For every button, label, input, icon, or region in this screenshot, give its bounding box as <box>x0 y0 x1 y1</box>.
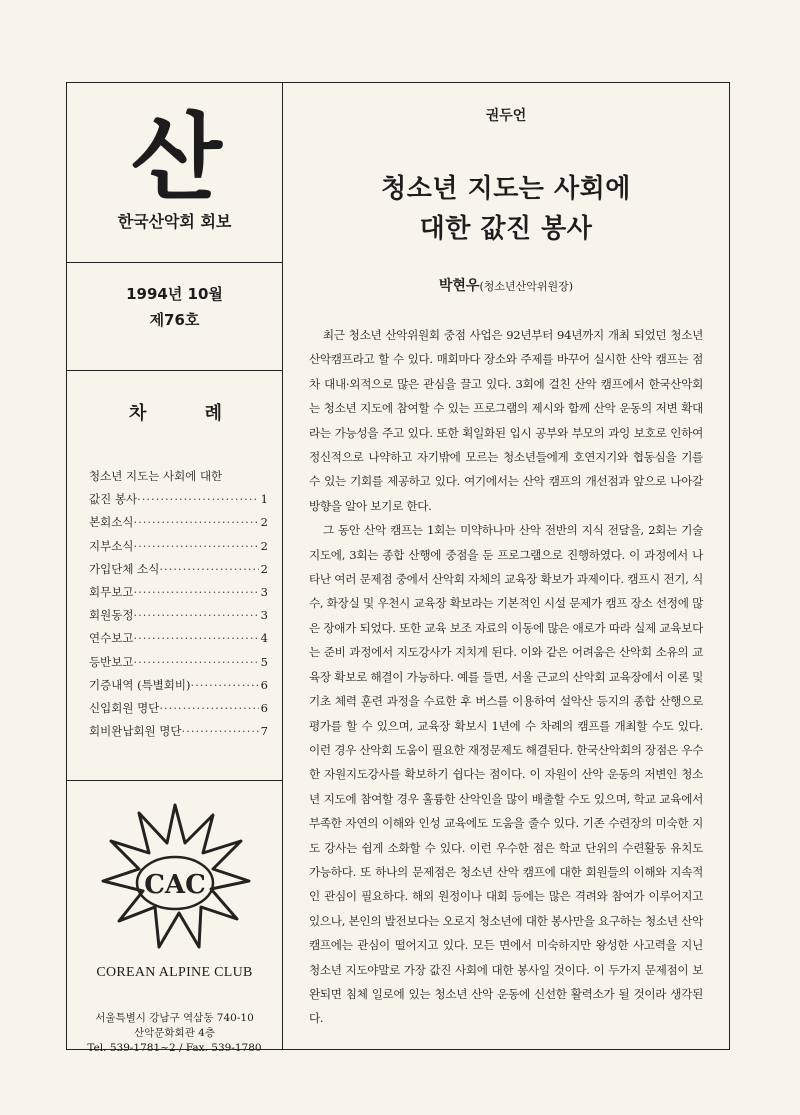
contact-line: Tel. 539-1781~2 / Fax. 539-1780 <box>87 1042 262 1054</box>
author-name: 박현우 <box>438 278 480 294</box>
toc-item <box>89 581 268 604</box>
byline <box>309 275 703 295</box>
toc-leader-dots <box>159 558 258 581</box>
toc-item-title: 기증내역 (특별회비) <box>89 677 191 692</box>
toc-leader-dots <box>191 674 259 697</box>
paragraph: 최근 청소년 산악위원회 중점 사업은 92년부터 94년까지 개최 되었던 청소년 산악캠프라고 할 수 있다. 매회마다 장소와 주제를 바꾸어 실시한 산악 캠프는 점차 대내·외적으로 많은 관심을 끌고 있다. 3회에 걸친 산악 캠프에서 한국산악회는 청소년 지도에 참여할 수 있는 프로그램의 제시와 함께 산악 운동의 저변 확대라는 가능성을 주고 있다. 또한 획일화된 입시 공부와 부모의 과잉 보호로 인하여 정신적으로 나약하고 자기밖에 모르는 청소년들에게 호연지기와 협동심을 기를 수 있는 기회를 제공하고 있다. 여기에서는 산악 캠프의 개선점과 앞으로 나아갈 방향을 알아 보기로 한다. <box>309 328 703 513</box>
toc-list <box>89 488 268 743</box>
toc-item <box>89 604 268 627</box>
table-of-contents <box>67 371 282 781</box>
toc-item-page: 2 <box>260 561 268 576</box>
toc-item-page: 3 <box>260 608 268 623</box>
club-name: COREAN ALPINE CLUB <box>96 965 253 980</box>
masthead-logo: 산 <box>131 103 218 213</box>
toc-leader-dots <box>133 627 258 650</box>
toc-leader-dots <box>137 488 259 511</box>
headline <box>309 169 703 249</box>
toc-item-title: 신입회원 명단 <box>89 701 160 716</box>
toc-item-page: 5 <box>260 654 268 669</box>
headline-line-2: 대한 값진 봉사 <box>419 214 593 244</box>
toc-item-title: 지부소식 <box>89 538 134 553</box>
toc-item-page: 6 <box>260 701 268 716</box>
toc-item-title: 값진 봉사 <box>89 492 138 507</box>
address-line-1: 서울특별시 강남구 역삼동 740-10 <box>95 1012 254 1024</box>
toc-item <box>89 651 268 674</box>
toc-item-title: 등반보고 <box>89 654 134 669</box>
masthead <box>67 83 282 263</box>
toc-item <box>89 535 268 558</box>
toc-leader-dots <box>133 511 258 534</box>
toc-item-page: 3 <box>260 585 268 600</box>
toc-item <box>89 720 268 743</box>
article <box>283 83 729 1049</box>
author-role: (청소년산악위원장) <box>479 280 574 293</box>
paragraph: 그 동안 산악 캠프는 1회는 미약하나마 산악 전반의 지식 전달을, 2회는 기술 지도에, 3회는 종합 산행에 중점을 둔 프로그램으로 진행하였다. 이 과정에서 나타난 여러 문제점 중에서 산악회 자체의 교육장 확보가 과제이다. 캠프시 전기, 식수, 화장실 및 우천시 교육장 확보라는 기본적인 시설 문제가 캠프 장소 선정에 많은 장애가 되었다. 또한 교육 보조 자료의 이동에 많은 애로가 따라 실제 교육보다는 준비 과정에서 지도강사가 지치게 된다. 이와 같은 어려움은 산악회 소유의 교육장 확보로 해결이 가능하다. 예를 들면, 서울 근교의 산악회 교육장에서 이론 및 기초 체력 훈련 과정을 수료한 후 버스를 이용하여 설악산 등지의 종합 산행으로 평가를 할 수 있으며, 교육장 확보시 1년에 수 차례의 캠프를 개최할 수도 있다. 이런 경우 산악회 도움이 필요한 재정문제도 해결된다. 한국산악회의 장점은 우수한 자원지도강사를 확보하기 쉽다는 점이다. 이 자원이 산악 운동의 저변인 청소년 지도에 참여할 경우 훌륭한 산악인을 많이 배출할 수도 있으며, 학교 교육에서 부족한 자연의 이해와 인성 교육에도 도움을 줄수 있다. 기존 수련장의 미숙한 지도 강사는 쉽게 소화할 수 있다. 이런 우수한 점은 학교 단위의 수련활동 유치도 가능하다. 또 하나의 문제점은 청소년 산악 캠프에 대한 회원들의 이해와 지속적인 관심이 필요하다. 해외 원정이나 대회 등에는 많은 격려와 참여가 이루어지고 있으나, 본인의 발전보다는 오로지 청소년에 대한 봉사만을 요구하는 청소년 산악 캠프에는 관심이 떨어지고 있다. 모든 면에서 미숙하지만 왕성한 사고력을 지닌 청소년 지도야말로 가장 값진 사회에 대한 봉사일 것이다. 이 두가지 문제점이 보완되면 침체 일로에 있는 청소년 산악 운동에 신선한 활력소가 될 것이라 생각된다. <box>309 523 703 1026</box>
toc-item-title: 회비완납회원 명단 <box>89 724 182 739</box>
issue-date: 1994년 10월 <box>126 285 223 303</box>
article-body <box>309 323 703 1031</box>
issue-info <box>67 263 282 371</box>
toc-item-page: 2 <box>260 515 268 530</box>
toc-item <box>89 697 268 720</box>
toc-leader-dots <box>133 651 258 674</box>
sidebar <box>67 83 283 1054</box>
toc-item-page: 1 <box>260 492 268 507</box>
toc-first-line: 청소년 지도는 사회에 대한 <box>89 469 223 483</box>
column-label: 권두언 <box>485 108 527 124</box>
toc-item-page: 2 <box>260 538 268 553</box>
toc-item-page: 4 <box>260 631 268 646</box>
toc-leader-dots <box>182 720 259 743</box>
toc-heading: 차 례 <box>128 403 249 424</box>
toc-leader-dots <box>133 581 258 604</box>
toc-item <box>89 627 268 650</box>
toc-item <box>89 511 268 534</box>
masthead-subtitle: 한국산악회 회보 <box>117 212 232 231</box>
toc-item-title: 연수보고 <box>89 631 134 646</box>
emblem-letters: CAC <box>143 870 206 900</box>
toc-item <box>89 674 268 697</box>
club-info <box>67 781 282 1054</box>
toc-item-title: 본회소식 <box>89 515 134 530</box>
club-address <box>67 1011 282 1056</box>
toc-item-page: 6 <box>260 677 268 692</box>
toc-leader-dots <box>133 604 258 627</box>
toc-item-title: 가입단체 소식 <box>89 561 160 576</box>
address-line-2: 산악문화회관 4층 <box>133 1027 216 1039</box>
toc-leader-dots <box>133 535 258 558</box>
toc-item-title: 회무보고 <box>89 585 134 600</box>
toc-leader-dots <box>159 697 258 720</box>
toc-item <box>89 558 268 581</box>
page-frame <box>66 82 730 1054</box>
club-emblem-icon <box>95 797 255 957</box>
toc-item-title: 회원동정 <box>89 608 134 623</box>
headline-line-1: 청소년 지도는 사회에 <box>381 174 631 204</box>
toc-item <box>89 488 268 511</box>
toc-item-page: 7 <box>260 724 268 739</box>
issue-number: 제76호 <box>149 311 200 329</box>
